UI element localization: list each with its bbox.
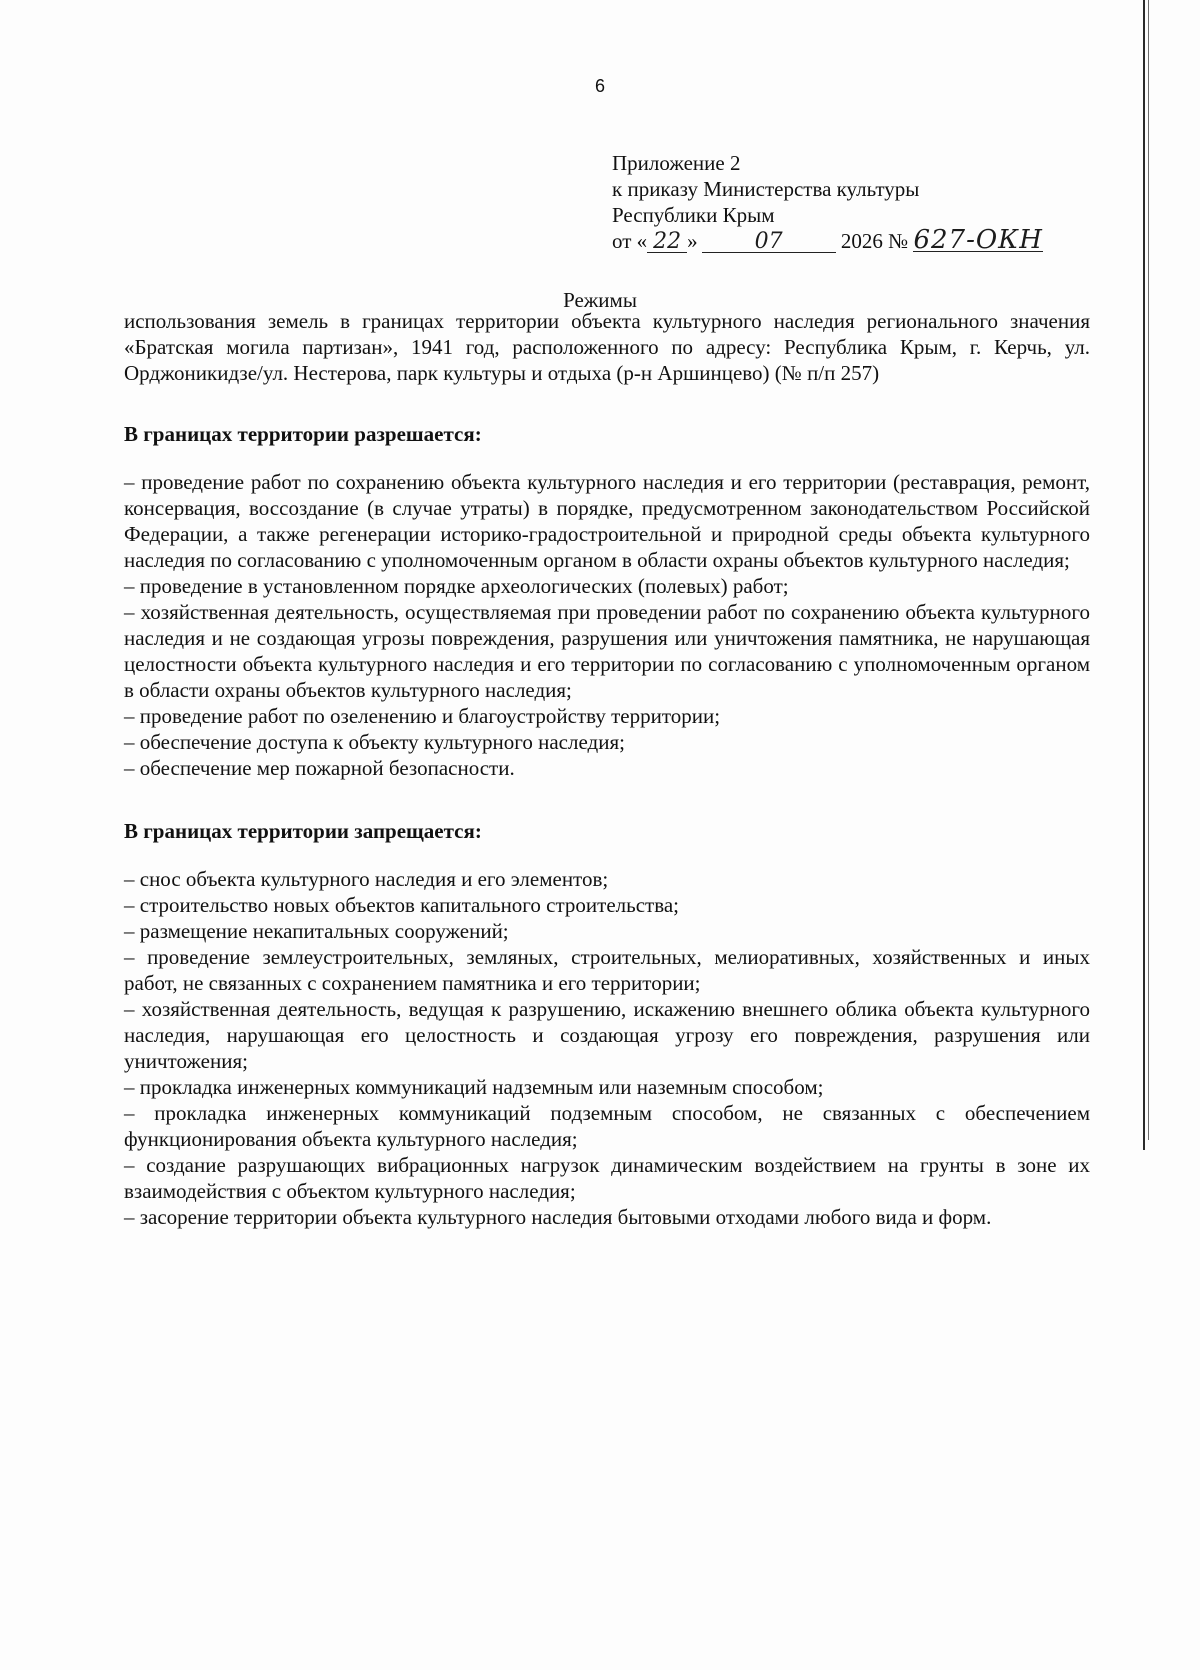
appendix-line-2: к приказу Министерства культуры [612, 177, 920, 201]
list-item: – прокладка инженерных коммуникаций подземным способом, не связанных с обеспечением функционирования объекта культурного наследия; [124, 1101, 1090, 1151]
page-number: 6 [594, 76, 605, 96]
allowed-list [124, 469, 1090, 781]
date-mid: » [687, 229, 698, 253]
appendix-line-3: Республики Крым [612, 203, 775, 227]
date-day-handwritten: 22 [647, 232, 687, 253]
list-item: – хозяйственная деятельность, осуществляемая при проведении работ по сохранению объекта культурного наследия и не создающая угрозы повреждения, разрушения или уничтожения памятника, не нарушающая целостности объекта культурного наследия и его территории по согласованию с уполномоченным органом в области охраны объектов культурного наследия; [124, 600, 1090, 702]
date-year: 2026 № [840, 229, 909, 253]
scan-edge-shadow [1148, 0, 1149, 1140]
forbidden-heading: В границах территории запрещается: [124, 819, 482, 843]
document-body [124, 308, 1090, 1230]
appendix-line-1: Приложение 2 [612, 151, 741, 175]
list-item: – проведение в установленном порядке археологических (полевых) работ; [124, 574, 789, 598]
list-item: – создание разрушающих вибрационных нагрузок динамическим воздействием на грунты в зоне их взаимодействия с объектом культурного наследия; [124, 1153, 1090, 1203]
list-item: – снос объекта культурного наследия и его элементов; [124, 867, 609, 891]
forbidden-list [124, 866, 1090, 1230]
list-item: – обеспечение мер пожарной безопасности. [124, 756, 515, 780]
date-prefix: от « [612, 229, 648, 253]
document-subtitle: использования земель в границах территории объекта культурного наследия регионального значения «Братская могила партизан», 1941 год, расположенного по адресу: Республика Крым, г. Керчь, ул. Орджоникидзе/ул. Нестерова, парк культуры и отдыха (р-н Аршинцево) (№ п/п 257) [124, 309, 1090, 385]
date-month-handwritten: 07 [702, 232, 836, 253]
list-item: – обеспечение доступа к объекту культурного наследия; [124, 730, 625, 754]
list-item: – размещение некапитальных сооружений; [124, 919, 509, 943]
list-item: – хозяйственная деятельность, ведущая к разрушению, искажению внешнего облика объекта культурного наследия, нарушающая его целостность и создающая угрозу его повреждения, разрушения или уничтожения; [124, 997, 1090, 1073]
order-number-handwritten: 627-ОКН [913, 225, 1043, 255]
allowed-heading: В границах территории разрешается: [124, 422, 482, 446]
appendix-block [612, 150, 1112, 254]
list-item: – проведение работ по озеленению и благоустройству территории; [124, 704, 721, 728]
list-item: – проведение землеустроительных, земляных, строительных, мелиоративных, хозяйственных и иных работ, не связанных с сохранением памятника и его территории; [124, 945, 1090, 995]
document-title: Режимы [563, 288, 637, 312]
list-item: – прокладка инженерных коммуникаций надземным или наземным способом; [124, 1075, 824, 1099]
scan-edge-line [1143, 0, 1145, 1150]
list-item: – строительство новых объектов капитального строительства; [124, 893, 679, 917]
appendix-date-line [612, 225, 1112, 255]
list-item: – засорение территории объекта культурного наследия бытовыми отходами любого вида и форм. [124, 1205, 992, 1229]
list-item: – проведение работ по сохранению объекта культурного наследия и его территории (реставрация, ремонт, консервация, воссоздание (в случае утраты) в порядке, предусмотренном законодательством Российской Федерации, а также регенерации историко-градостроительной и природной среды объекта культурного наследия по согласованию с уполномоченным органом в области охраны объектов культурного наследия; [124, 470, 1090, 572]
